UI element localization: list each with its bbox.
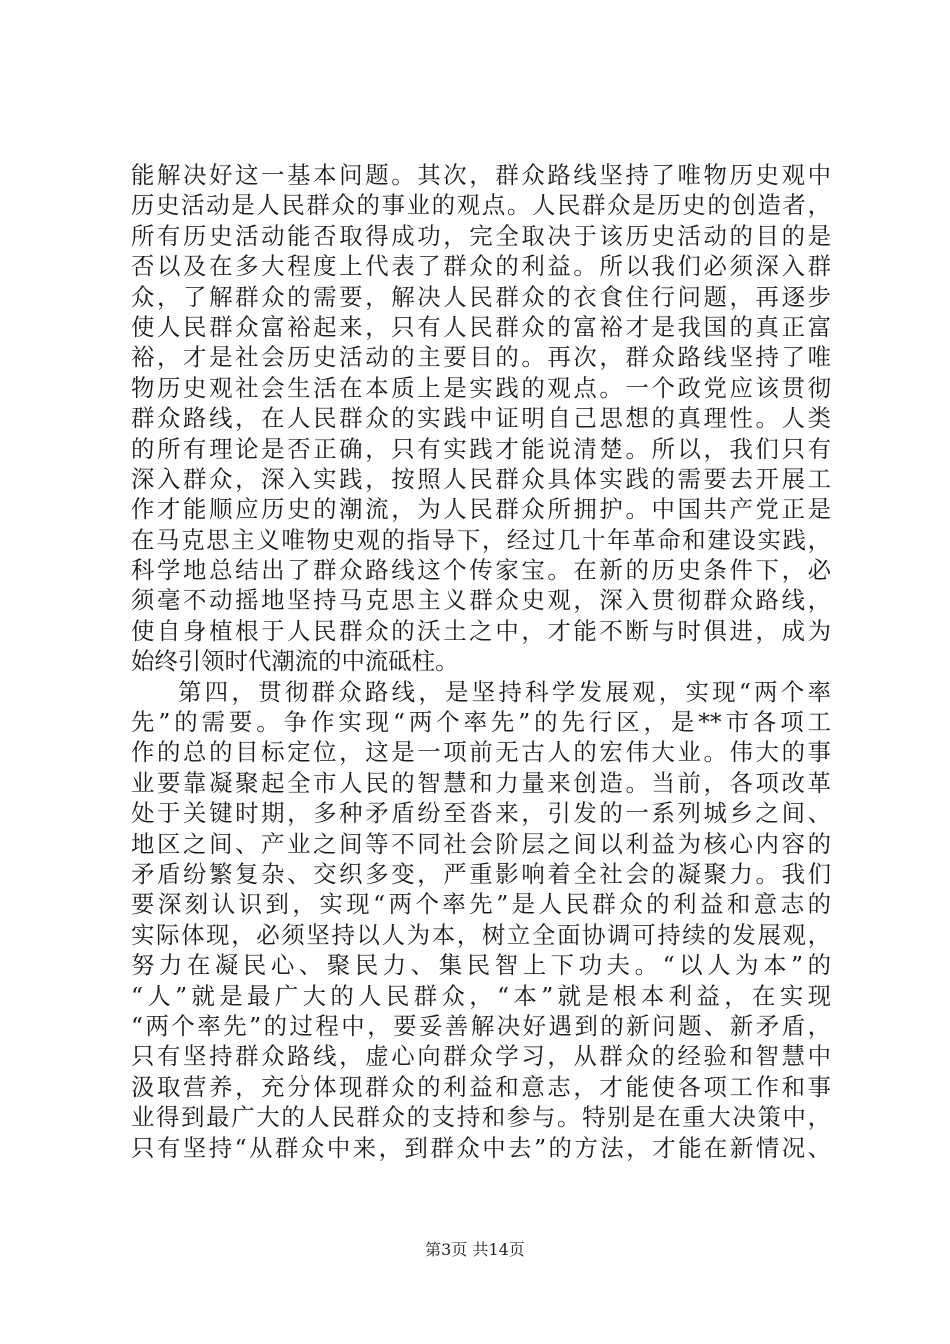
text-line: 能解决好这一基本问题。其次，群众路线坚持了唯物历史观中	[131, 161, 831, 189]
text-line: 实际体现，必须坚持以人为本，树立全面协调可持续的发展观，	[131, 920, 831, 949]
text-line: 只有坚持群众路线，虚心向群众学习，从群众的经验和智慧中	[131, 1042, 831, 1071]
text-line: 地区之间、产业之间等不同社会阶层之间以利益为核心内容的	[131, 829, 831, 858]
body-text	[131, 160, 831, 1163]
text-line: 深入群众，深入实践，按照人民群众具体实践的需要去开展工	[131, 464, 831, 493]
text-line: 先”的需要。争作实现“两个率先”的先行区，是**市各项工	[131, 708, 831, 737]
text-line: 众，了解群众的需要，解决人民群众的衣食住行问题，再逐步	[131, 282, 831, 311]
text-line: 作的总的目标定位，这是一项前无古人的宏伟大业。伟大的事	[131, 738, 831, 767]
text-line: 矛盾纷繁复杂、交织多变，严重影响着全社会的凝聚力。我们	[131, 859, 831, 888]
text-line: 裕，才是社会历史活动的主要目的。再次，群众路线坚持了唯	[131, 343, 831, 372]
text-line: 作才能顺应历史的潮流，为人民群众所拥护。中国共产党正是	[131, 495, 831, 524]
text-line: 在马克思主义唯物史观的指导下，经过几十年革命和建设实践，	[131, 525, 831, 554]
text-line: 否以及在多大程度上代表了群众的利益。所以我们必须深入群	[131, 252, 831, 281]
text-line: 业要靠凝聚起全市人民的智慧和力量来创造。当前，各项改革	[131, 768, 831, 797]
text-line: 业得到最广大的人民群众的支持和参与。特别是在重大决策中，	[131, 1103, 831, 1132]
text-line: 的所有理论是否正确，只有实践才能说清楚。所以，我们只有	[131, 434, 831, 463]
text-line: 始终引领时代潮流的中流砥柱。	[131, 647, 459, 676]
text-line: 努力在凝民心、聚民力、集民智上下功夫。“以人为本”的	[131, 951, 831, 980]
paragraph-start-line: 第四，贯彻群众路线，是坚持科学发展观，实现“两个率	[178, 677, 831, 706]
text-line: 只有坚持“从群众中来，到群众中去”的方法，才能在新情况、	[131, 1133, 831, 1162]
text-line: 使自身植根于人民群众的沃土之中，才能不断与时俱进，成为	[131, 616, 831, 645]
text-line: “人”就是最广大的人民群众，“本”就是根本利益，在实现	[131, 981, 831, 1010]
text-line: 历史活动是人民群众的事业的观点。人民群众是历史的创造者，	[131, 191, 831, 220]
text-line: 科学地总结出了群众路线这个传家宝。在新的历史条件下，必	[131, 556, 831, 585]
text-line: “两个率先”的过程中，要妥善解决好遇到的新问题、新矛盾，	[131, 1011, 831, 1040]
text-line: 处于关键时期，多种矛盾纷至沓来，引发的一系列城乡之间、	[131, 799, 831, 828]
text-line: 所有历史活动能否取得成功，完全取决于该历史活动的目的是	[131, 221, 831, 250]
text-line: 使人民群众富裕起来，只有人民群众的富裕才是我国的真正富	[131, 312, 831, 341]
text-line: 汲取营养，充分体现群众的利益和意志，才能使各项工作和事	[131, 1072, 831, 1101]
text-line: 群众路线，在人民群众的实践中证明自己思想的真理性。人类	[131, 404, 831, 433]
text-line: 物历史观社会生活在本质上是实践的观点。一个政党应该贯彻	[131, 373, 831, 402]
text-line: 须毫不动摇地坚持马克思主义群众史观，深入贯彻群众路线，	[131, 586, 831, 615]
page-number-label: 第3页 共14页	[425, 1240, 525, 1259]
page-footer	[0, 1240, 950, 1260]
text-line: 要深刻认识到，实现“两个率先”是人民群众的利益和意志的	[131, 890, 831, 919]
